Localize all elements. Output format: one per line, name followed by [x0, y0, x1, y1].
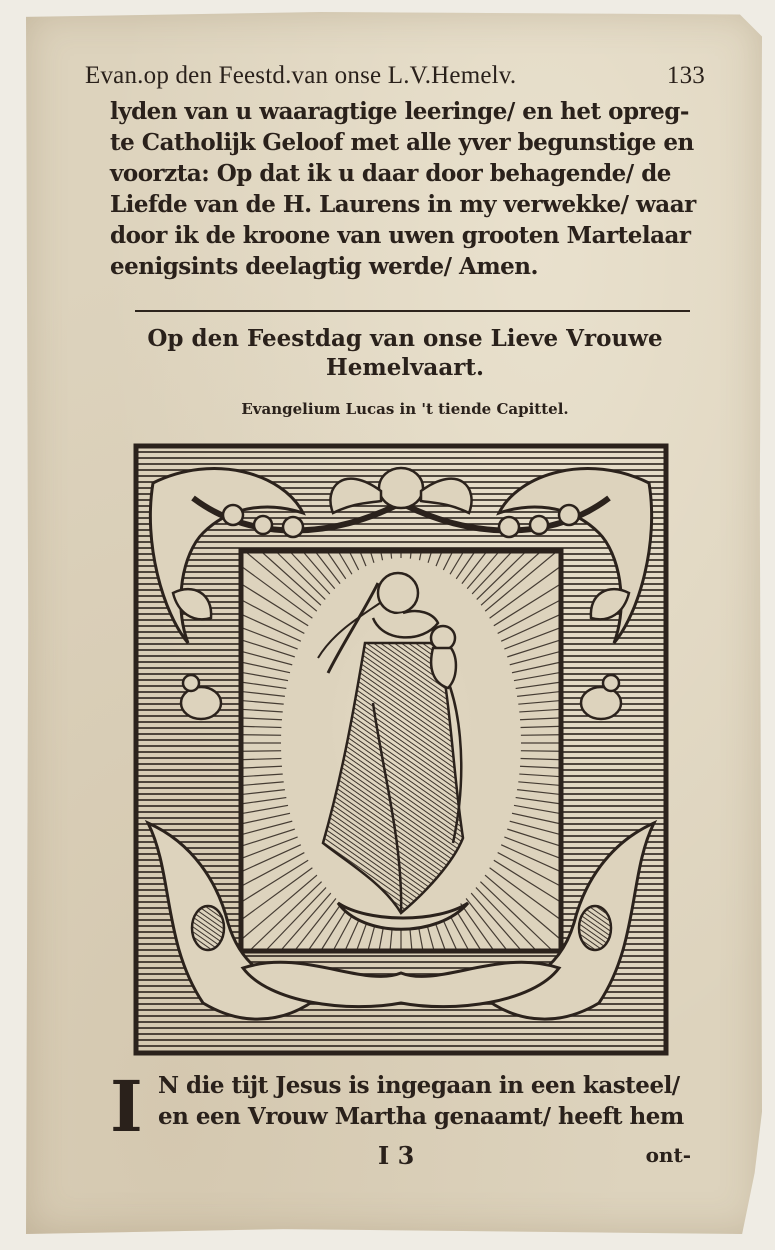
running-head	[85, 62, 705, 90]
page-number: 133	[666, 62, 705, 89]
text-line: door ik de kroone van uwen grooten Martelaar	[110, 222, 691, 249]
signature-mark: I 3	[378, 1141, 415, 1170]
prayer-text	[110, 96, 710, 282]
virgin-and-child-woodcut	[133, 443, 669, 1056]
text-line: eenigsints deelagtig werde/ Amen.	[110, 253, 539, 280]
drop-cap: I	[110, 1065, 143, 1148]
text-line: N die tijt Jesus is ingegaan in een kasteel/	[158, 1072, 680, 1099]
gospel-reference: Evangelium Lucas in 't tiende Capittel.	[241, 400, 569, 418]
text-line: Liefde van de H. Laurens in my verwekke/ waar	[110, 191, 696, 218]
catchword: ont-	[645, 1143, 691, 1167]
text-line: lyden van u waaragtige leeringe/ en het opreg-	[110, 98, 689, 125]
running-head-title: Evan.op den Feestd.van onse L.V.Hemelv.	[85, 62, 517, 89]
text-line: voorzta: Op dat ik u daar door behagende/ de	[110, 160, 671, 187]
section-heading	[110, 324, 700, 382]
heading-line: Hemelvaart.	[326, 354, 484, 381]
text-line: en een Vrouw Martha genaamt/ heeft hem	[158, 1103, 684, 1130]
text-line: te Catholijk Geloof met alle yver begunstige en	[110, 129, 694, 156]
heading-line: Op den Feestdag van onse Lieve Vrouwe	[147, 325, 663, 352]
horizontal-rule	[135, 310, 690, 312]
gospel-lines	[158, 1070, 684, 1132]
